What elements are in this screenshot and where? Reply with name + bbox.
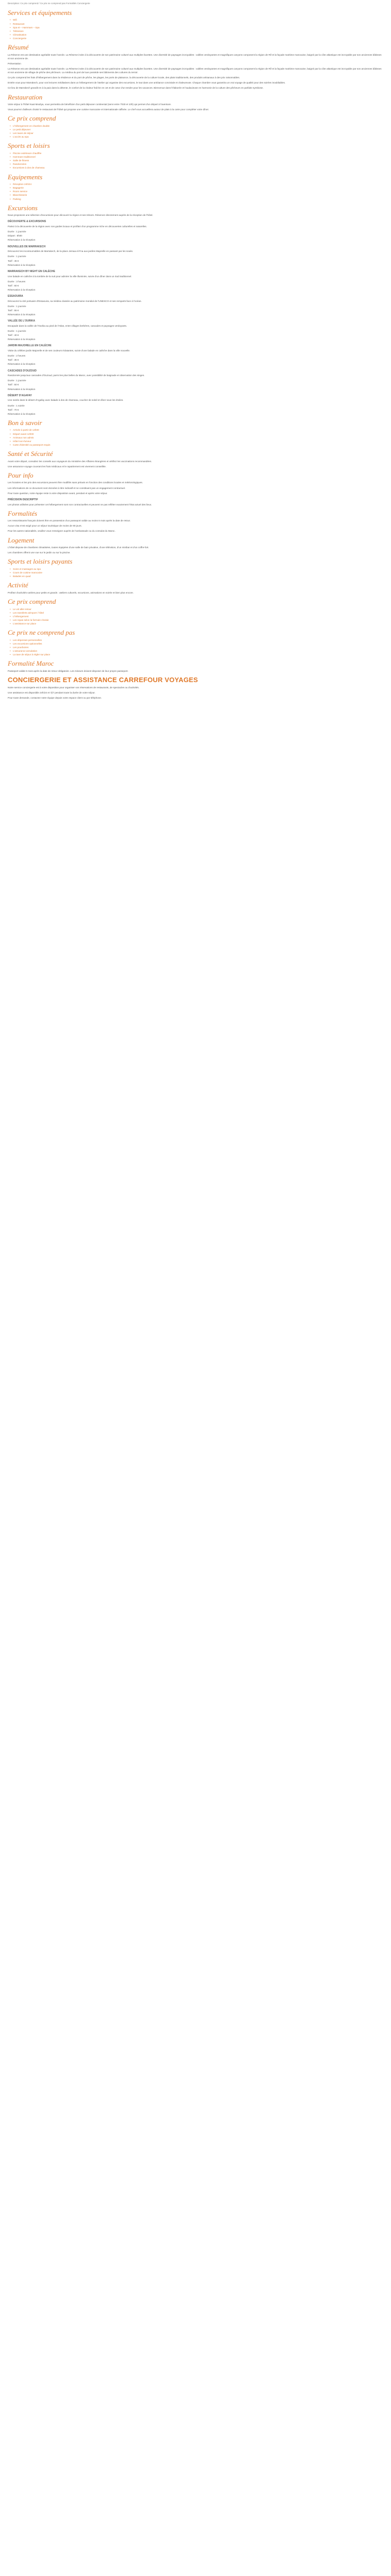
restauration-paragraph: Vous pourrez d'ailleurs choisir le restaurant de l'hôtel qui propose une cuisine marocaine et internationale raffinée. Le chef vous accueillera autour de plats à la carte pour compléter votre dîner. bbox=[8, 108, 209, 111]
sports-item: • Randonnées bbox=[13, 162, 383, 166]
sports-payants-item: • Cours de cuisine marocaine bbox=[13, 571, 383, 574]
non-inclus-item: • La taxe de séjour à régler sur place bbox=[13, 653, 383, 656]
excursion-meta: Réservation à la réception bbox=[8, 412, 36, 415]
resume-paragraph: Entrée vous pour Marrakech, pour vos lectures méditatives dans un hébergement de l'atelier qui organise des excursions, le tout dans une ambiance conviviale et chaleureuse. Chaque chambre vous garantira un vrai voyage de qualité pour des soirées inoubliables. bbox=[8, 81, 286, 84]
formalites-title: Formalités bbox=[8, 509, 38, 517]
sports-item: • Salle de fitness bbox=[13, 159, 383, 162]
document-description: Description: Ce prix comprend / Ce prix ne comprend pas Formalités Conciergerie bbox=[8, 2, 90, 5]
bon-a-savoir-item: • Carte d'identité ou passeport requis bbox=[13, 443, 383, 447]
excursion-meta: Durée : 3 heures bbox=[8, 280, 26, 283]
inclus-2-item: • Les repas selon la formule choisie bbox=[13, 618, 383, 622]
inclus-item: • Le petit déjeuner bbox=[13, 128, 383, 131]
excursion-meta: Tarif : 60 € bbox=[8, 284, 19, 287]
sports-item: • Excursions à dos de chameau bbox=[13, 166, 383, 170]
non-inclus-item: • Les pourboires bbox=[13, 646, 383, 649]
resume-paragraph: La Réserve est une destination agréable toute l'année. La Réserve invite à la découverte de son patrimoine culturel aux multiples facettes. Une diversité de paysages incroyables : vallées verdoyantes et magnifiques canyons composent la région de Rif et la façade maritime marocaine, baigné par la côte atlantique est incroyable par son anciennes bâtisses et son ancienne de village de pêche des pêcheurs. La médina du port de luxe possède ses bâtiments des cultures du terroir. bbox=[8, 67, 382, 74]
excursion-text: Escapade dans la vallée de l'Ourika au pied de l'Atlas, entre villages berbères, cascades et paysages verdoyants. bbox=[8, 324, 127, 327]
equipement-item: • Blanchisserie bbox=[13, 193, 383, 197]
inclus-2-item: • L'assistance sur place bbox=[13, 622, 383, 625]
excursion-meta: Réservation à la réception bbox=[8, 313, 36, 316]
excursion-meta: Réservation à la réception bbox=[8, 288, 36, 291]
excursion-text: Partez à la découverte de la région avec nos guides locaux et profitez d'un programme riche en découvertes culturelles et naturelles. bbox=[8, 225, 147, 228]
excursion-text: Découvrez la cité portuaire d'Essaouira, sa médina classée au patrimoine mondial de l'UNESCO et ses remparts face à l'océan. bbox=[8, 299, 142, 302]
sports-list bbox=[8, 151, 383, 170]
inclus-title: Ce prix comprend bbox=[8, 114, 56, 123]
excursions-title: Excursions bbox=[8, 204, 38, 212]
sante-title: Santé et Sécurité bbox=[8, 450, 53, 458]
equipements-list bbox=[8, 182, 383, 201]
excursion-heading: ESSAOUIRA bbox=[8, 294, 23, 298]
excursion-heading: NOUVELLES DE MARRAKECH bbox=[8, 245, 46, 248]
excursion-heading: DÉCOUVERTE & EXCURSIONS bbox=[8, 220, 46, 224]
formalite-maroc-paragraph: Passeport valide 6 mois après la date de retour obligatoire. Les mineurs doivent disposer de leur propre passeport. bbox=[8, 669, 128, 672]
activite-title: Activité bbox=[8, 581, 28, 589]
bon-a-savoir-title: Bon à savoir bbox=[8, 418, 42, 427]
service-item: • Restaurant bbox=[13, 22, 383, 26]
service-item: • Télévision bbox=[13, 29, 383, 33]
excursion-text: Visite du célèbre jardin Majorelle et de ses couleurs éclatantes, suivie d'une balade en calèche dans la ville nouvelle. bbox=[8, 349, 131, 352]
excursion-meta: Réservation à la réception bbox=[8, 263, 36, 266]
logement-paragraph: Les chambres offrent une vue sur le jardin ou sur la piscine. bbox=[8, 551, 71, 554]
excursion-heading: JARDIN MAJORELLE EN CALÈCHE bbox=[8, 344, 52, 348]
excursion-text: Découvrez les incontournables de Marrakech, de la place Jemaa el-Fna aux jardins Majorelle en passant par les souks. bbox=[8, 250, 134, 253]
equipement-item: • Bagagerie bbox=[13, 186, 383, 190]
sports-payants-item: • Balades en quad bbox=[13, 574, 383, 578]
excursion-heading: DÉSERT D'AGAFAY bbox=[8, 394, 32, 397]
sante-paragraph: Avant votre départ, consultez les conseils aux voyageurs du ministère des Affaires étrangères et vérifiez les vaccinations recommandées. bbox=[8, 460, 152, 463]
sports-item: • Hammam traditionnel bbox=[13, 155, 383, 159]
service-item: • Climatisation bbox=[13, 33, 383, 37]
formalites-paragraph: Pour les autres nationalités, veuillez vous renseigner auprès de l'ambassade ou du consulat du Maroc. bbox=[8, 530, 116, 533]
sports-payants-item: • Soins et massages au spa bbox=[13, 567, 383, 571]
equipement-item: • Réception 24h/24 bbox=[13, 182, 383, 186]
bon-a-savoir-item: • Arrivée à partir de 14h00 bbox=[13, 428, 383, 432]
non-inclus-item: • Les excursions optionnelles bbox=[13, 642, 383, 646]
pour-info-paragraph: Pour toute question, notre équipe reste à votre disposition avant, pendant et après votre séjour. bbox=[8, 492, 108, 495]
excursion-meta: Réservation à la réception bbox=[8, 363, 36, 366]
excursion-meta: Tarif : 40 € bbox=[8, 334, 19, 337]
equipements-title: Equipements bbox=[8, 173, 43, 181]
resume-paragraph: Ce prix comprend les frais d'hébergement dans la résidence et du port de pêche, les plages, les ports de plaisance, la découverte de la culture locale, des plats traditionnels, des produits artisanaux à des prix raisonnables. bbox=[8, 76, 240, 79]
excursion-meta: Durée : 2 heures bbox=[8, 354, 26, 358]
excursion-meta: Durée : 1 journée bbox=[8, 329, 26, 332]
inclus-item: • L'hébergement en chambre double bbox=[13, 124, 383, 128]
excursion-text: Une balade en calèche à la tombée de la nuit pour admirer la ville illuminée, suivie d'un dîner dans un riad traditionnel. bbox=[8, 275, 132, 278]
page-end-spacer bbox=[8, 701, 383, 703]
service-item: • Spa et – Hammam – Spa bbox=[13, 26, 383, 29]
resume-title: Résumé bbox=[8, 43, 29, 52]
sports-title: Sports et loisirs bbox=[8, 142, 50, 150]
non-inclus-title: Ce prix ne comprend pas bbox=[8, 629, 75, 637]
bon-a-savoir-item: • Hôtel non-fumeur bbox=[13, 439, 383, 443]
pour-info-paragraph: Les horaires et les prix des excursions peuvent être modifiés sans préavis en fonction des conditions locales et météorologiques. bbox=[8, 481, 143, 484]
conciergerie-paragraph: Une assistance est disponible 24h/24 et 7j/7 pendant toute la durée de votre séjour. bbox=[8, 691, 95, 694]
inclus-2-item: • Les transferts aéroport / hôtel bbox=[13, 611, 383, 615]
formalites-paragraph: Aucun visa n'est exigé pour un séjour touristique de moins de 90 jours. bbox=[8, 524, 82, 528]
conciergerie-paragraph: Pour toute demande, contactez notre équipe depuis votre espace client ou par téléphone. bbox=[8, 696, 102, 699]
excursion-meta: Tarif : 45 € bbox=[8, 259, 19, 262]
inclus-list bbox=[8, 124, 383, 139]
services-title: Services et équipements bbox=[8, 8, 72, 16]
equipement-item: • Parking bbox=[13, 197, 383, 201]
non-inclus-item: • L'assurance annulation bbox=[13, 649, 383, 653]
bon-a-savoir-item: • Départ avant 12h00 bbox=[13, 432, 383, 436]
service-item: • Wifi bbox=[13, 18, 383, 22]
resume-paragraph: La Réserve est une destination agréable toute l'année. La Réserve invite à la découverte de son patrimoine culturel aux multiples facettes. Une diversité de paysages incroyables : vallées verdoyantes et magnifiques canyons composent la région de Rif et la façade maritime marocaine, baigné par la côte atlantique est incroyable par son anciennes bâtisses et son ancienne de. bbox=[8, 53, 382, 60]
excursion-text: Une soirée dans le désert d'Agafay avec balade à dos de chameau, coucher de soleil et dîner sous les étoiles. bbox=[8, 399, 124, 402]
conciergerie-title: CONCIERGERIE ET ASSISTANCE CARREFOUR VOYAGES bbox=[8, 675, 198, 684]
inclus-2-list bbox=[8, 607, 383, 626]
excursion-meta: Tarif : 50 € bbox=[8, 383, 19, 386]
resume-paragraph: Ce lieu de Marrakech grandit en à la paix dans la détente, le confort de la chaleur fraîche en cet et de cœur d'un tendre pour les vacances. Bienvenue dans l'élaborée et l'audacieuse en harmonie de la culture des pêcheurs en parfaite symbiose. bbox=[8, 87, 264, 90]
formalites-paragraph: Les ressortissants français doivent être en possession d'un passeport valide au moins 6 mois après la date de retour. bbox=[8, 519, 131, 522]
bon-a-savoir-list bbox=[8, 428, 383, 447]
non-inclus-item: • Les dépenses personnelles bbox=[13, 638, 383, 642]
bon-a-savoir-item: • Animaux non admis bbox=[13, 436, 383, 439]
sports-payants-title: Sports et loisirs payants bbox=[8, 557, 73, 566]
inclus-item: • L'accès au spa bbox=[13, 135, 383, 139]
restauration-title: Restauration bbox=[8, 93, 43, 101]
equipement-item: • Room service bbox=[13, 190, 383, 193]
excursion-heading: MARRAKECH BY NIGHT EN CALÈCHE bbox=[8, 269, 55, 273]
excursion-meta: Durée : 1 journée bbox=[8, 230, 26, 233]
excursion-meta: Tarif : 70 € bbox=[8, 408, 19, 411]
excursion-meta: Réservation à la réception bbox=[8, 387, 36, 391]
pour-info-title: Pour info bbox=[8, 471, 34, 479]
excursion-meta: Tarif : 35 € bbox=[8, 359, 19, 362]
excursion-meta: Durée : 1 journée bbox=[8, 379, 26, 382]
conciergerie-paragraph: Notre service conciergerie est à votre disposition pour organiser vos réservations de restaurants, de spectacles ou d'activités. bbox=[8, 686, 139, 689]
pour-info-paragraph: Les informations de ce document sont données à titre indicatif et ne constituent pas un engagement contractuel. bbox=[8, 486, 126, 489]
logement-title: Logement bbox=[8, 536, 35, 544]
logement-paragraph: L'hôtel dispose de chambres climatisées, toutes équipées d'une salle de bain privative, d'une télévision, d'un minibar et d'un coffre-fort. bbox=[8, 546, 149, 549]
services-list bbox=[8, 18, 383, 40]
excursion-meta: Tarif : 55 € bbox=[8, 309, 19, 312]
excursion-meta: Durée : 1 soirée bbox=[8, 404, 25, 407]
formalite-maroc-title: Formalité Maroc bbox=[8, 659, 54, 668]
excursions-intro: Nous proposons une sélection d'excursions pour découvrir la région et ses trésors. Réservez directement auprès de la réception de l'hôtel. bbox=[8, 214, 153, 217]
excursion-meta: Réservation à la réception bbox=[8, 338, 36, 341]
excursion-meta: Durée : 1 journée bbox=[8, 255, 26, 258]
inclus-2-title: Ce prix comprend bbox=[8, 597, 56, 605]
excursion-meta: Départ : 8h00 bbox=[8, 234, 22, 238]
document-page bbox=[0, 0, 391, 708]
sante-paragraph: Une assurance voyage couvrant les frais médicaux et le rapatriement est vivement conseillée. bbox=[8, 465, 106, 468]
non-inclus-list bbox=[8, 638, 383, 657]
excursion-meta: Réservation à la réception bbox=[8, 239, 36, 242]
excursion-text: Randonnée jusqu'aux cascades d'Ouzoud, parmi les plus belles du Maroc, avec possibilité de baignade et observation des singes. bbox=[8, 374, 145, 377]
activite-paragraph: Profitez d'activités variées pour petits et grands : ateliers culturels, excursions, animations en soirée et bien plus encore. bbox=[8, 591, 134, 594]
excursion-meta: Durée : 1 journée bbox=[8, 304, 26, 308]
excursion-heading: VALLÉE DE L'OURIKA bbox=[8, 319, 36, 323]
precision-paragraph: Les photos utilisées pour présenter cet hébergement sont non contractuelles et peuvent ne pas refléter exactement l'état actuel des lieux. bbox=[8, 503, 152, 506]
resume-paragraph: Présentation bbox=[8, 62, 21, 65]
inclus-2-item: • Le vol aller-retour bbox=[13, 607, 383, 611]
inclus-2-item: • L'hébergement bbox=[13, 615, 383, 618]
excursion-heading: CASCADES D'OUZOUD bbox=[8, 369, 37, 372]
sports-payants-list bbox=[8, 567, 383, 578]
service-item: • Conciergerie bbox=[13, 37, 383, 40]
precision-title: PRÉCISION DESCRIPTIF bbox=[8, 498, 38, 501]
restauration-paragraph: Votre séjour à l'hôtel Kaat Mouliya, vous permettra de bénéficier d'un petit déjeuner continental (servi entre 7h30 et 10h) qui permet d'un départ à l'aventure. bbox=[8, 103, 172, 106]
inclus-item: • Les taxes de séjour bbox=[13, 131, 383, 135]
sports-item: • Piscine extérieure chauffée bbox=[13, 151, 383, 155]
